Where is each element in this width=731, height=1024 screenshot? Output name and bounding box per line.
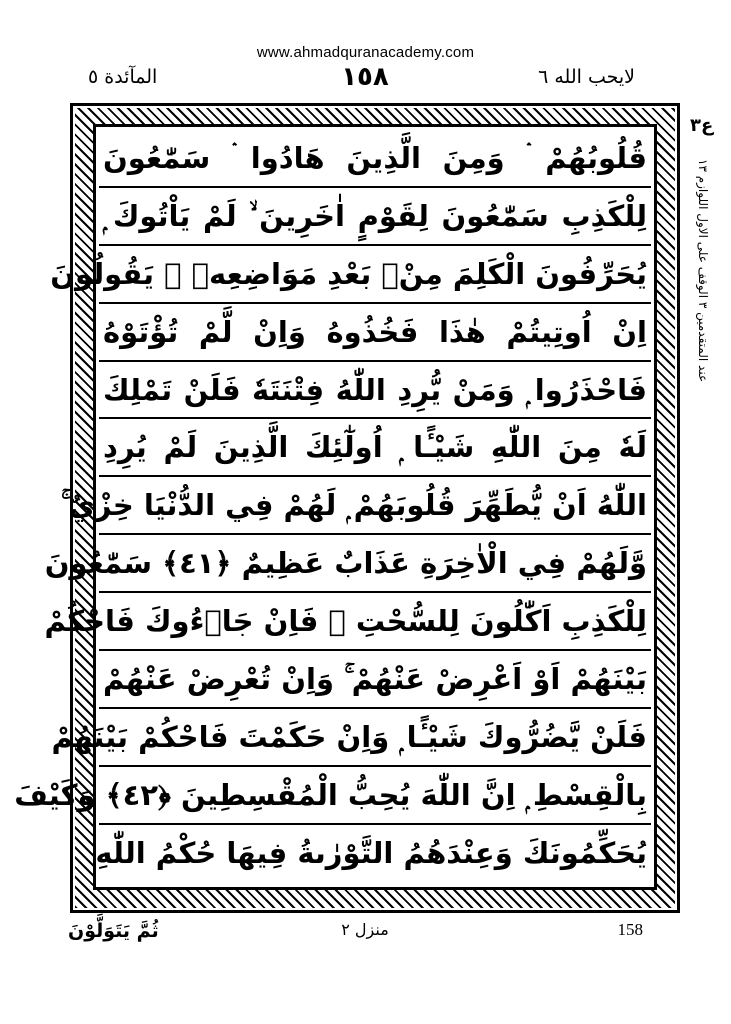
website-url[interactable]: www.ahmadquranacademy.com	[256, 44, 475, 61]
juz-name: لايحب الله ٦	[538, 66, 635, 88]
verse-line-13: يُحَكِّمُونَكَ وَعِنْدَهُمُ التَّوْرٰىةُ فِيهَا حُكْمُ اللّٰهِ	[95, 835, 647, 870]
verse-line-4: اِنْ اُوتِيتُمْ هٰذَا فَخُذُوهُ وَاِنْ لَّمْ تُؤْتَوْهُ	[99, 304, 651, 362]
verse-line-7: اللّٰهُ اَنْ يُّطَهِّرَ قُلُوبَهُمْ ۭ لَهُمْ فِي الدُّنْيَا خِزْيٌ ۚ	[99, 477, 651, 535]
verse-line-2: لِلْكَذِبِ سَمّٰعُونَ لِقَوْمٍ اٰخَرِينَ ۙ لَمْ يَاْتُوكَ ۭ	[99, 188, 651, 246]
verse-line-3: يُحَرِّفُونَ الْكَلِمَ مِنْۢ بَعْدِ مَوَاضِعِهٖ ۚ يَقُولُونَ	[99, 246, 651, 304]
margin-note-text: عند المتقدمين ٣ الوقف على الاول اللوازم ١٣	[696, 159, 710, 383]
verse-line-11: فَلَنْ يَّضُرُّوكَ شَيْـًٔا ۭ وَاِنْ حَكَمْتَ فَاحْكُمْ بَيْنَهُمْ	[99, 709, 651, 767]
margin-annotation	[686, 115, 722, 495]
catchword: ثُمَّ يَتَوَلَّوْنَ	[68, 920, 159, 942]
verse-lines	[14, 130, 651, 884]
page-number-latin: 158	[617, 920, 643, 939]
verse-line-1: قُلُوبُهُمْ ۛ وَمِنَ الَّذِينَ هَادُوا ۛ سَمّٰعُونَ	[99, 130, 651, 188]
surah-name: المآئدة ٥	[88, 66, 158, 88]
verse-line-8: وَّلَهُمْ فِي الْاٰخِرَةِ عَذَابٌ عَظِيمٌ ﴿٤١﴾ سَمّٰعُونَ	[99, 535, 651, 593]
verse-line-10: بَيْنَهُمْ اَوْ اَعْرِضْ عَنْهُمْ ۚ وَاِنْ تُعْرِضْ عَنْهُمْ	[99, 651, 651, 709]
page-number-arabic: ١٥٨	[341, 62, 389, 92]
verse-line-12: بِالْقِسْطِ ۭ اِنَّ اللّٰهَ يُحِبُّ الْمُقْسِطِينَ ﴿٤٢﴾ وَكَيْفَ	[99, 767, 651, 825]
verse-line-6: لَهٗ مِنَ اللّٰهِ شَيْـًٔا ۭ اُولٰٓئِكَ الَّذِينَ لَمْ يُرِدِ	[99, 419, 651, 477]
verse-line-9: لِلْكَذِبِ اَكّٰلُونَ لِلسُّحْتِ ۭ فَاِنْ جَاۗءُوكَ فَاحْكُمْ	[99, 593, 651, 651]
manzil-label: منزل ٢	[341, 920, 389, 939]
verse-line-5: فَاحْذَرُوا ۭ وَمَنْ يُّرِدِ اللّٰهُ فِتْنَتَهٗ فَلَنْ تَمْلِكَ	[99, 362, 651, 420]
ruku-mark: ع٣	[690, 115, 714, 136]
